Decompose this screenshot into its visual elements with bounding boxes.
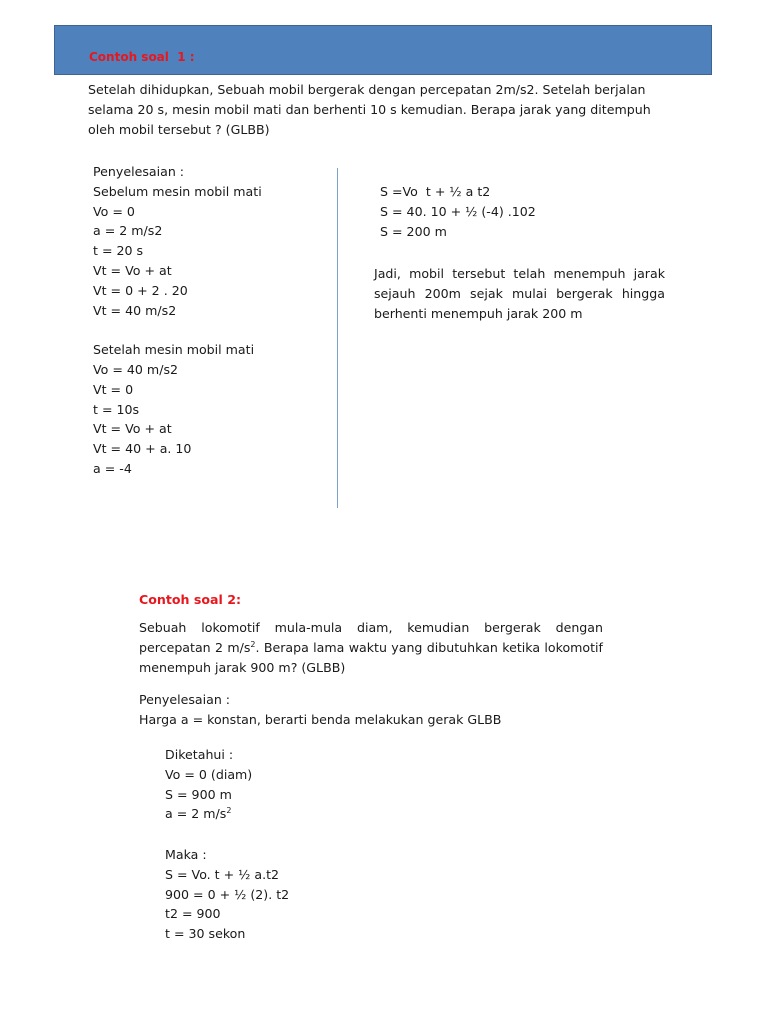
example1-header-banner (54, 25, 712, 75)
given-heading: Diketahui : (165, 747, 234, 762)
given-line: Vo = 0 (diam) (165, 766, 253, 782)
solution-heading: Penyelesaian : (139, 692, 231, 707)
solution-line: Vt = Vo + at (93, 421, 172, 437)
example2-given (165, 745, 252, 824)
formula-line: S = 200 m (380, 223, 447, 239)
solution-note: Harga a = konstan, berarti benda melakukan gerak GLBB (139, 711, 502, 727)
solution-line: t = 20 s (93, 243, 144, 259)
column-divider (337, 168, 338, 508)
solution-line: Setelah mesin mobil mati (93, 342, 255, 358)
example1-problem: Setelah dihidupkan, Sebuah mobil bergerak dengan percepatan 2m/s2. Setelah berjalan selama 20 s, mesin mobil mati dan berhenti 10 s kemudian. Berapa jarak yang ditempuh oleh mobil tersebut ? (GLBB) (88, 82, 651, 137)
calc-line: t = 30 sekon (165, 926, 246, 942)
solution-line: Vt = 0 (93, 381, 134, 397)
solution-line: Vt = 40 m/s2 (93, 302, 177, 318)
superscript: 2 (226, 806, 232, 816)
given-text: a = 2 m/s (165, 806, 227, 822)
example1-solution-left (93, 162, 262, 479)
example2-title: Contoh soal 2: (139, 592, 242, 607)
solution-line: Vo = 0 (93, 203, 135, 219)
formula-line: S = 40. 10 + ½ (-4) .102 (380, 203, 536, 219)
solution-line: a = 2 m/s2 (93, 223, 163, 239)
solution-line: a = -4 (93, 460, 132, 476)
problem-text: Sebuah lokomotif mula-mula diam, kemudian bergerak dengan percepatan 2 m/s (139, 620, 603, 655)
calc-line: t2 = 900 (165, 906, 221, 922)
calc-line: 900 = 0 + ½ (2). t2 (165, 886, 290, 902)
solution-line: Penyelesaian : (93, 164, 185, 179)
solution-line: Vt = 40 + a. 10 (93, 441, 192, 457)
given-line (165, 804, 252, 824)
problem-text: . Berapa lama waktu yang dibutuhkan ketika lokomotif menempuh jarak 900 m? (GLBB) (139, 640, 603, 675)
example1-solution-right (380, 182, 536, 241)
calc-line: Maka : (165, 847, 207, 862)
example1-conclusion: Jadi, mobil tersebut telah menempuh jarak sejauh 200m sejak mulai bergerak hingga berhenti menempuh jarak 200 m (374, 266, 665, 321)
calc-line: S = Vo. t + ½ a.t2 (165, 866, 280, 882)
example2-problem (139, 618, 603, 678)
example2-solution-intro (139, 690, 501, 730)
given-line: S = 900 m (165, 786, 232, 802)
solution-line: Vo = 40 m/s2 (93, 361, 179, 377)
solution-line: Vt = Vo + at (93, 262, 172, 278)
example1-title: Contoh soal 1 : (89, 50, 195, 64)
superscript: 2 (250, 640, 256, 649)
example2-calculation (165, 845, 289, 944)
formula-line: S =Vo t + ½ a t2 (380, 184, 491, 199)
solution-line: t = 10s (93, 401, 140, 417)
solution-line: Vt = 0 + 2 . 20 (93, 282, 188, 298)
solution-line (93, 320, 262, 340)
solution-line: Sebelum mesin mobil mati (93, 183, 262, 199)
